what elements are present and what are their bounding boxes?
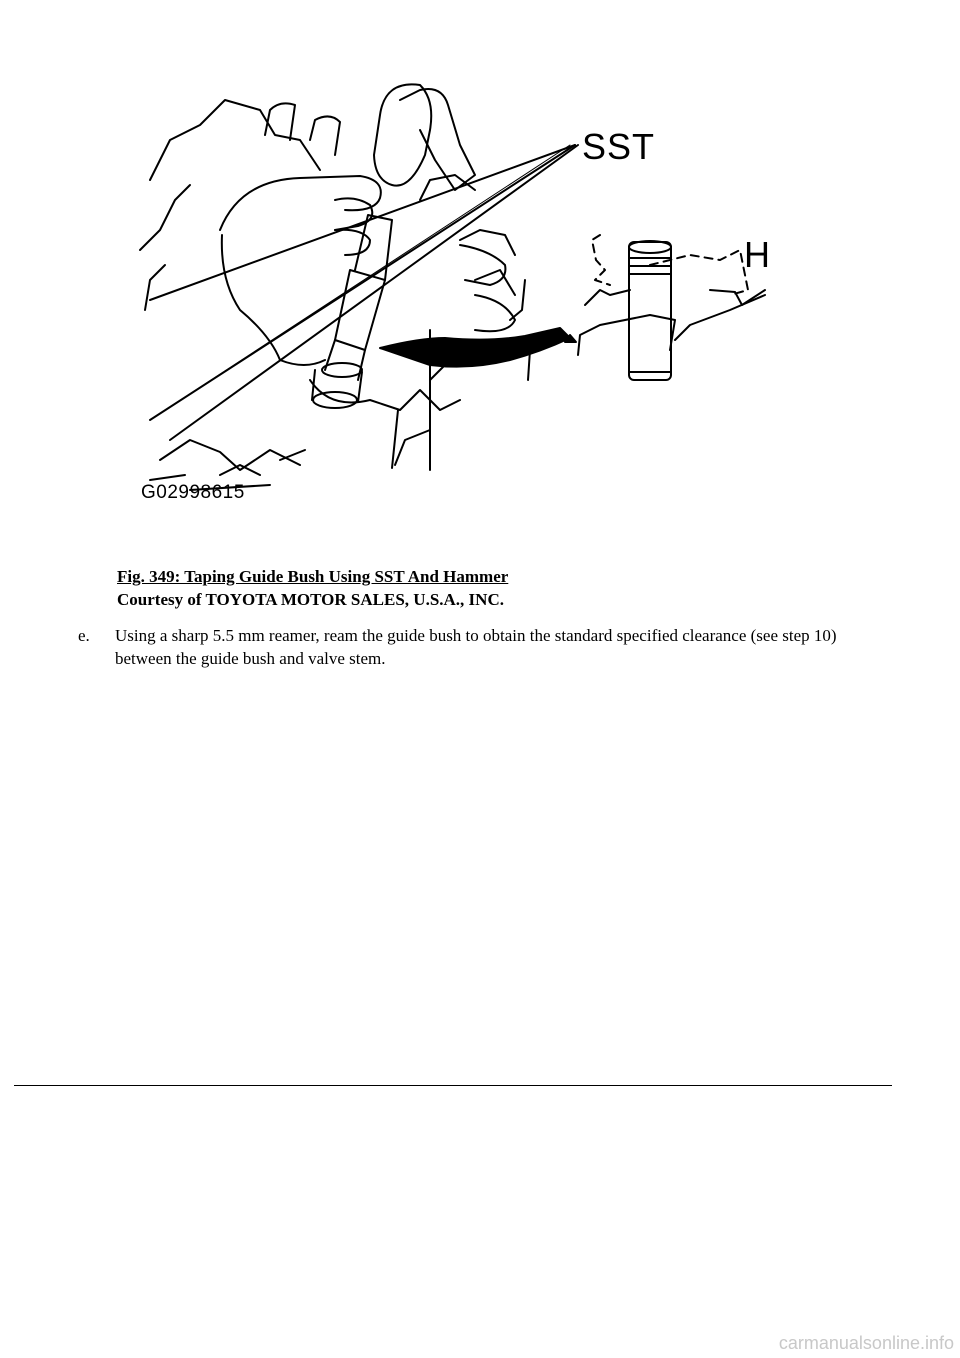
figure-title[interactable]: Fig. 349: Taping Guide Bush Using SST And Hammer — [117, 567, 509, 586]
h-callout-label: H — [744, 234, 771, 275]
figure-code: G02998615 — [141, 482, 245, 503]
page-divider — [14, 1085, 892, 1086]
step-text: Using a sharp 5.5 mm reamer, ream the guide bush to obtain the standard specified clearance (see step 10) between the guide bush and valve stem. — [115, 626, 837, 668]
sst-callout-label: SST — [582, 126, 656, 167]
figure-courtesy: Courtesy of TOYOTA MOTOR SALES, U.S.A., INC. — [117, 590, 504, 609]
step-marker: e. — [78, 626, 90, 645]
procedure-step — [78, 624, 878, 670]
guide-bush-illustration — [130, 80, 790, 520]
illustration-figure — [130, 80, 790, 520]
figure-caption — [117, 565, 508, 611]
site-watermark: carmanualsonline.info — [778, 1333, 954, 1353]
